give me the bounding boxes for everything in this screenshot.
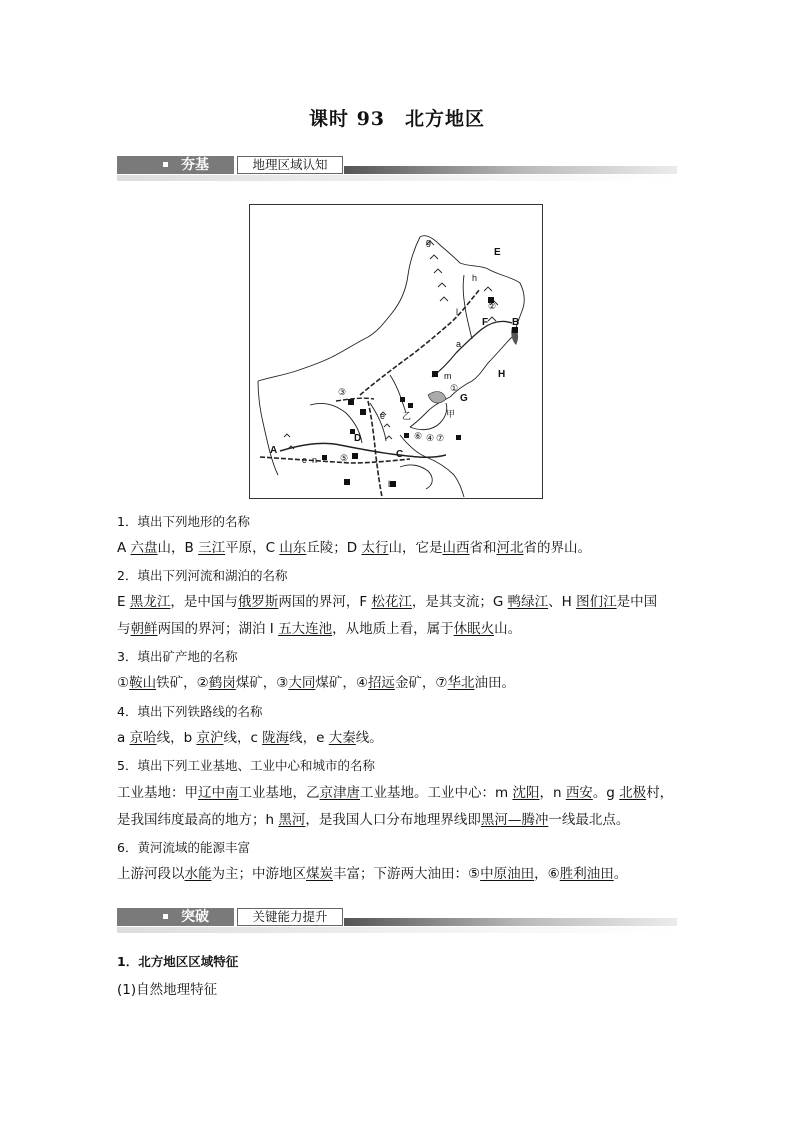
map-label-G: G — [460, 393, 468, 404]
blank: 华北 — [447, 675, 475, 691]
q5-answer-line2: 是我国纬度最高的地方；h 黑河，是我国人口分布地理界线即黑河—腾冲一线最北点。 — [117, 812, 630, 828]
map-label-B: B — [512, 317, 520, 328]
lesson-number: 课时 93 — [308, 108, 386, 130]
banner-tag: 夯基 — [181, 157, 209, 173]
map-drawing — [250, 205, 542, 498]
blank: 煤炭 — [306, 866, 333, 882]
banner-tag: 突破 — [181, 909, 209, 925]
q2-heading: 2．填出下列河流和湖泊的名称 — [117, 568, 288, 583]
q2-answer-line1: E 黑龙江，是中国与俄罗斯两国的界河，F 松花江，是其支流；G 鸭绿江、H 图们江是中国 — [117, 594, 658, 610]
map-label-circle-6: ⑥ — [414, 431, 423, 441]
map-label-F: F — [482, 317, 489, 328]
blank: 大同 — [288, 675, 316, 691]
q5-answer-line1: 工业基地：甲辽中南工业基地，乙京津唐工业基地。工业中心：m 沈阳，n 西安。g 北极村， — [117, 785, 674, 801]
blank: 朝鲜 — [130, 621, 158, 637]
map-label-circle-5: ⑤ — [340, 453, 349, 463]
q4-answer: a 京哈线，b 京沪线，c 陇海线，e 大秦线。 — [117, 730, 383, 746]
map-label-circle-2: ② — [488, 301, 497, 311]
blank: 俄罗斯 — [237, 594, 279, 610]
map-label-h: h — [472, 273, 478, 283]
q5-heading: 5．填出下列工业基地、工业中心和城市的名称 — [117, 758, 375, 773]
blank: 鹤岗 — [208, 675, 236, 691]
blank: 大秦 — [328, 730, 356, 746]
blank: 水能 — [184, 866, 212, 882]
map-label-circle-1: ① — [450, 383, 459, 393]
map-label-g: g — [426, 237, 432, 247]
map-label-e: e — [380, 411, 386, 421]
blank: 松花江 — [371, 594, 412, 610]
map-label-A: A — [270, 445, 278, 456]
q2-answer-line2: 与朝鲜两国的界河；湖泊 I 五大连池，从地质上看，属于休眠火山。 — [117, 621, 522, 637]
page-title — [0, 104, 794, 131]
lesson-topic: 北方地区 — [405, 108, 486, 130]
map-label-circle-4: ④ — [426, 433, 435, 443]
bullet-square-icon — [163, 914, 168, 919]
section2-subheading: (1)自然地理特征 — [117, 982, 218, 998]
map-label-m: m — [444, 371, 452, 381]
q1-heading: 1．填出下列地形的名称 — [117, 514, 250, 529]
blank: 黑河—腾冲 — [480, 812, 549, 828]
map-label-E: E — [494, 247, 501, 258]
q6-answer: 上游河段以水能为主；中游地区煤炭丰富；下游两大油田：⑤中原油田，⑥胜利油田。 — [117, 866, 628, 882]
q6-heading: 6．黄河流域的能源丰富 — [117, 840, 250, 855]
map-label-jia: 甲 — [446, 409, 456, 419]
map-label-n: n — [312, 455, 318, 465]
blank: 山西 — [442, 540, 470, 556]
north-china-map — [249, 204, 543, 499]
blank: 京沪 — [196, 730, 224, 746]
map-label-D: D — [354, 433, 362, 444]
blank: 京哈 — [129, 730, 157, 746]
blank: 太行 — [361, 540, 389, 556]
section-banner-basics — [117, 156, 677, 182]
blank: 陇海 — [262, 730, 290, 746]
blank: 辽中南 — [198, 785, 239, 801]
blank: 六盘 — [130, 540, 158, 556]
blank: 鞍山 — [129, 675, 157, 691]
banner-subtitle: 地理区域认知 — [237, 156, 343, 174]
blank: 招远 — [367, 675, 395, 691]
bullet-square-icon — [163, 162, 168, 167]
blank: 京津唐 — [319, 785, 360, 801]
blank: 沈阳 — [512, 785, 540, 801]
blank: 胜利油田 — [559, 866, 614, 882]
blank: 山东 — [279, 540, 307, 556]
q4-heading: 4．填出下列铁路线的名称 — [117, 704, 263, 719]
blank: 中原油田 — [480, 866, 535, 882]
map-label-circle-7: ⑦ — [436, 433, 445, 443]
map-label-circle-3: ③ — [338, 387, 347, 397]
section2-heading: 1．北方地区区域特征 — [117, 954, 239, 969]
blank: 黑河 — [278, 812, 306, 828]
map-label-C: C — [396, 449, 404, 460]
q1-answer: A 六盘山，B 三江平原，C 山东丘陵；D 太行山，它是山西省和河北省的界山。 — [117, 540, 591, 556]
q3-heading: 3．填出矿产地的名称 — [117, 649, 238, 664]
blank: 北极 — [619, 785, 647, 801]
q3-answer: ①鞍山铁矿，②鹤岗煤矿，③大同煤矿，④招远金矿，⑦华北油田。 — [117, 675, 516, 691]
blank: 三江 — [198, 540, 226, 556]
map-label-H: H — [498, 369, 506, 380]
blank: 西安 — [565, 785, 593, 801]
blank: 图们江 — [576, 594, 617, 610]
map-label-yi: 乙 — [402, 411, 412, 421]
blank: 休眠火 — [453, 621, 495, 637]
map-label-l: l — [456, 307, 458, 317]
map-label-b: b — [388, 479, 394, 489]
blank: 鸭绿江 — [507, 594, 549, 610]
blank: 五大连池 — [278, 621, 333, 637]
map-label-a: a — [456, 339, 462, 349]
section-banner-breakthrough — [117, 908, 677, 934]
blank: 河北 — [496, 540, 524, 556]
blank: 黑龙江 — [129, 594, 171, 610]
map-label-c: c — [302, 455, 307, 465]
banner-subtitle: 关键能力提升 — [237, 908, 343, 926]
